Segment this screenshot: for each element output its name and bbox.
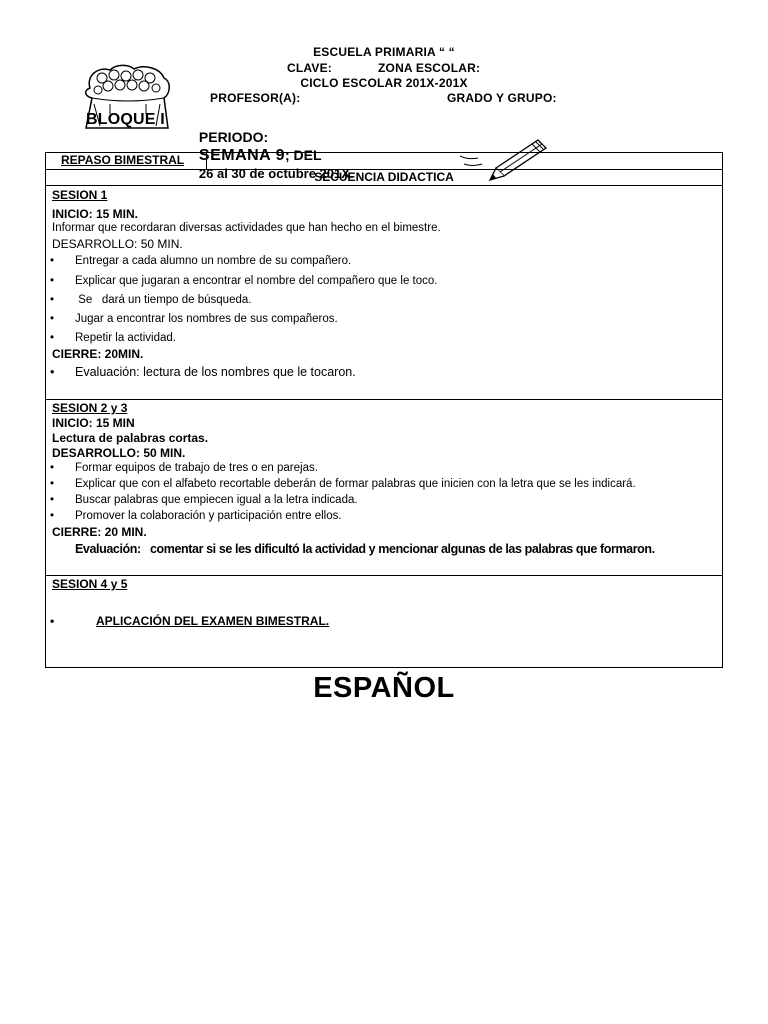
- sesion-2-lectura: Lectura de palabras cortas.: [52, 431, 209, 445]
- sesion-1-title: SESION 1: [52, 188, 108, 202]
- list-item: • Buscar palabras que empiecen igual a la letra indicada.: [50, 494, 358, 506]
- list-item: • Promover la colaboración y participación entre ellos.: [50, 510, 342, 522]
- bloque-label: BLOQUE I: [86, 111, 165, 128]
- subject-title: ESPAÑOL: [313, 672, 455, 704]
- list-item: • Explicar que con el alfabeto recortable deberán de formar palabras que inicien con la letra que se les indicará.: [50, 478, 636, 490]
- periodo-label: PERIODO:: [198, 129, 269, 145]
- list-item: • Entregar a cada alumno un nombre de su compañero.: [50, 255, 352, 267]
- list-item: • Formar equipos de trabajo de tres o en parejas.: [50, 462, 318, 474]
- school-name: ESCUELA PRIMARIA “ “: [313, 45, 455, 59]
- clave-label: CLAVE:: [287, 61, 332, 75]
- sesion-2-evaluacion: Evaluación: comentar si se les dificultó la actividad y mencionar algunas de las palabras que formaron.: [75, 542, 655, 556]
- grado-grupo-label: GRADO Y GRUPO:: [447, 91, 557, 105]
- ciclo-escolar: CICLO ESCOLAR 201X-201X: [300, 76, 468, 90]
- del-label: ; DEL: [284, 147, 322, 163]
- sesion-1-inicio: INICIO: 15 MIN.: [52, 207, 139, 221]
- profesor-label: PROFESOR(A):: [210, 91, 301, 105]
- sesion-1-desarrollo: DESARROLLO: 50 MIN.: [52, 237, 183, 251]
- list-item: • Repetir la actividad.: [50, 332, 176, 344]
- lesson-table: [45, 152, 723, 668]
- repaso-bimestral: REPASO BIMESTRAL: [61, 153, 185, 167]
- sesion-2-inicio: INICIO: 15 MIN: [52, 416, 135, 430]
- sesion-1-cierre: CIERRE: 20MIN.: [52, 347, 144, 361]
- sesion-1-evaluacion: • Evaluación: lectura de los nombres que le tocaron.: [50, 365, 356, 379]
- sesion-2-title: SESION 2 y 3: [52, 401, 128, 415]
- sesion-2-desarrollo: DESARROLLO: 50 MIN.: [52, 446, 186, 460]
- list-item: • Explicar que jugaran a encontrar el nombre del compañero que le toco.: [50, 275, 438, 287]
- row-divider: [46, 185, 722, 186]
- secuencia-didactica: SECUENCIA DIDACTICA: [314, 170, 454, 184]
- list-item: • Jugar a encontrar los nombres de sus compañeros.: [50, 313, 338, 325]
- row-divider: [46, 399, 722, 400]
- sesion-2-cierre: CIERRE: 20 MIN.: [52, 525, 147, 539]
- sesion-4-title: SESION 4 y 5: [52, 577, 128, 591]
- row-divider: [46, 575, 722, 576]
- list-item: • Se dará un tiempo de búsqueda.: [50, 294, 252, 306]
- repaso-divider: [206, 153, 207, 169]
- sesion-1-inicio-text: Informar que recordaran diversas actividades que han hecho en el bimestre.: [52, 222, 441, 234]
- fechas-label: 26 al 30 de octubre 201X.: [198, 166, 354, 181]
- semana-label: SEMANA 9: [198, 147, 285, 164]
- zona-escolar-label: ZONA ESCOLAR:: [378, 61, 481, 75]
- sesion-4-aplicacion: • APLICACIÓN DEL EXAMEN BIMESTRAL.: [50, 614, 330, 628]
